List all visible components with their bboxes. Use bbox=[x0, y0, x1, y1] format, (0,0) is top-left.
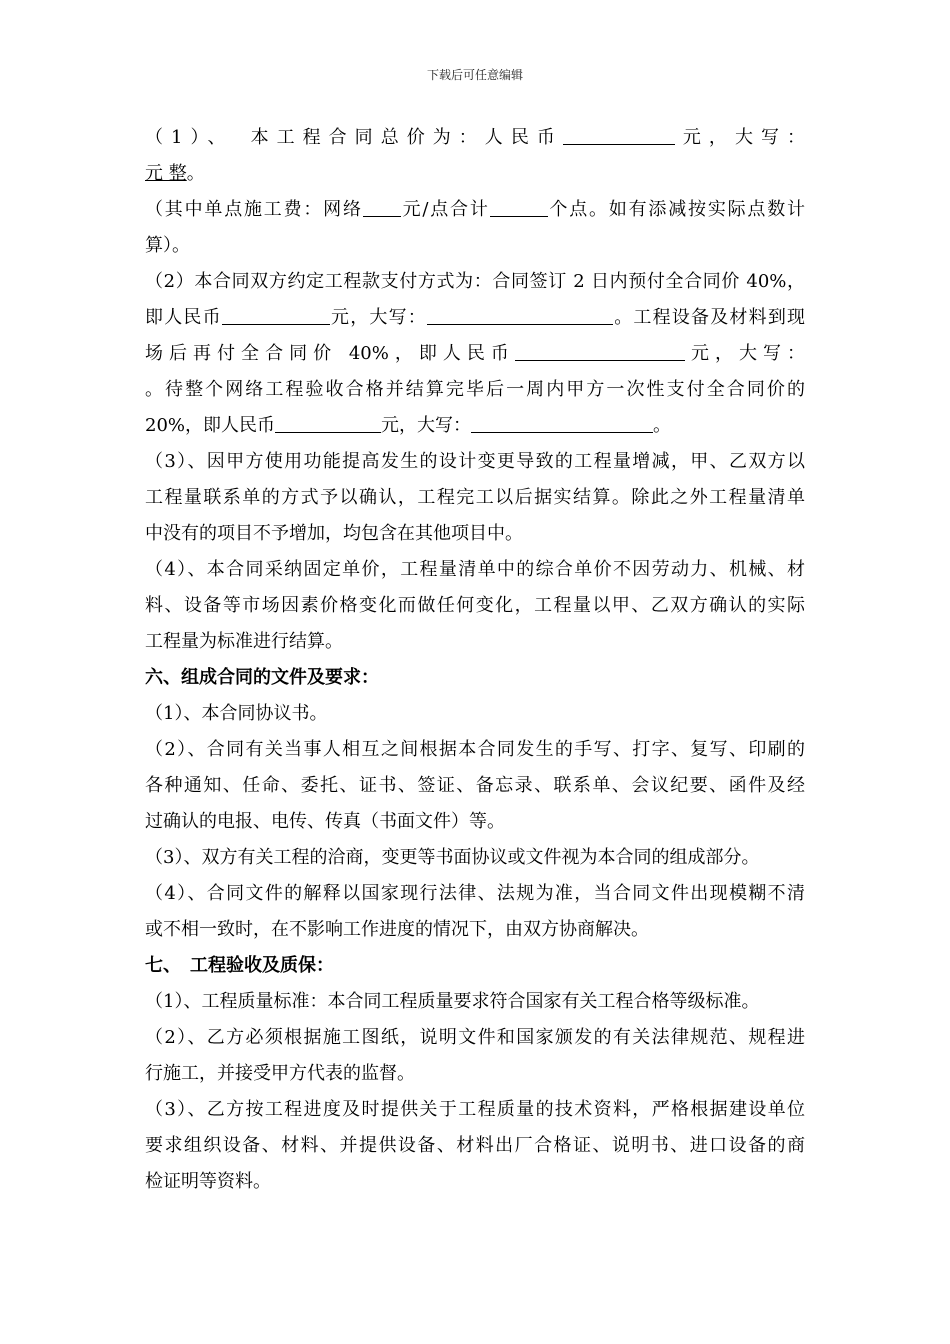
point-count-note: 个点。如有添减按实际点数计 bbox=[547, 199, 805, 220]
payment-line-5 bbox=[145, 408, 805, 444]
section-6-item-1: （1）、本合同协议书。 bbox=[145, 703, 328, 724]
section-6-item-3: （3）、双方有关工程的洽商，变更等书面协议或文件视为本合同的组成部分。 bbox=[145, 847, 760, 868]
clause-4-line-2: 料、设备等市场因素价格变化而做任何变化，工程量以甲、乙双方确认的实际 bbox=[145, 595, 805, 616]
unit-fee-line bbox=[145, 192, 805, 228]
total-price-label: （1）、 本工程合同总价为：人民币 bbox=[145, 127, 563, 148]
payment-line-2 bbox=[145, 300, 805, 336]
payment-line-4: 。待整个网络工程验收合格并结算完毕后一周内甲方一次性支付全合同价的 bbox=[145, 379, 805, 400]
total-price-line bbox=[145, 120, 805, 156]
final-payment-blank bbox=[275, 410, 381, 433]
unit-fee-per-point: 元/点合计 bbox=[400, 199, 490, 220]
total-price-blank bbox=[563, 122, 675, 145]
final-payment-daxie-blank bbox=[471, 410, 653, 433]
payment-line-1: （2）本合同双方约定工程款支付方式为：合同签订 2 日内预付全合同价 40%， bbox=[145, 271, 805, 292]
clause-4-line-1: （4）、本合同采纳固定单价，工程量清单中的综合单价不因劳动力、机械、材 bbox=[145, 559, 805, 580]
section-6-item-2-line-2: 各种通知、任命、委托、证书、签证、备忘录、联系单、会议纪要、函件及经 bbox=[145, 775, 805, 796]
payment-rmb-label: 即人民币 bbox=[145, 307, 222, 328]
total-price-daxie-value: 元 整 bbox=[145, 163, 187, 184]
section-7-item-2-line-1: （2）、乙方必须根据施工图纸，说明文件和国家颁发的有关法律规范、规程进 bbox=[145, 1027, 805, 1048]
payment-daxie-label: 元，大写： bbox=[329, 307, 428, 328]
section-7-heading: 七、 工程验收及质保： bbox=[145, 955, 334, 976]
contract-body bbox=[145, 120, 805, 1200]
period: 。 bbox=[653, 415, 672, 436]
section-6-item-4-line-1: （4）、合同文件的解释以国家现行法律、法规为准，当合同文件出现模糊不清 bbox=[145, 883, 805, 904]
payment-line-3 bbox=[145, 336, 805, 372]
clause-3-line-2: 工程量联系单的方式予以确认，工程完工以后据实结算。除此之外工程量清单 bbox=[145, 487, 805, 508]
clause-3-line-3: 中没有的项目不予增加，均包含在其他项目中。 bbox=[145, 523, 523, 544]
period: 。 bbox=[186, 163, 205, 184]
total-price-daxie-label: 元，大写： bbox=[674, 127, 805, 148]
section-6-heading: 六、组成合同的文件及要求： bbox=[145, 667, 379, 688]
clause-4-line-3: 工程量为标准进行结算。 bbox=[145, 631, 343, 652]
second-payment-daxie-label: 元，大写： bbox=[684, 343, 805, 364]
section-7-item-3-line-1: （3）、乙方按工程进度及时提供关于工程质量的技术资料，严格根据建设单位 bbox=[145, 1099, 805, 1120]
section-7-item-3-line-3: 检证明等资料。 bbox=[145, 1171, 271, 1192]
second-payment-label: 场后再付全合同价 40%，即人民币 bbox=[145, 343, 515, 364]
final-payment-label: 20%，即人民币 bbox=[145, 415, 276, 436]
point-count-blank bbox=[490, 194, 548, 217]
section-7-item-3-line-2: 要求组织设备、材料、并提供设备、材料出厂合格证、说明书、进口设备的商 bbox=[145, 1135, 805, 1156]
payment-daxie-blank bbox=[427, 302, 613, 325]
payment-equipment-text: 。工程设备及材料到现 bbox=[613, 307, 805, 328]
section-7-item-2-line-2: 行施工，并接受甲方代表的监督。 bbox=[145, 1063, 415, 1084]
total-price-daxie-line bbox=[145, 156, 805, 192]
unit-fee-blank bbox=[363, 194, 401, 217]
final-payment-daxie-label: 元，大写： bbox=[381, 415, 472, 436]
second-payment-blank bbox=[515, 338, 685, 361]
page-header-note: 下载后可任意编辑 bbox=[426, 68, 523, 82]
clause-3-line-1: （3）、因甲方使用功能提高发生的设计变更导致的工程量增减，甲、乙双方以 bbox=[145, 451, 805, 472]
section-6-item-2-line-3: 过确认的电报、电传、传真（书面文件）等。 bbox=[145, 811, 505, 832]
payment-amount-blank bbox=[222, 302, 330, 325]
section-6-item-2-line-1: （2）、合同有关当事人相互之间根据本合同发生的手写、打字、复写、印刷的 bbox=[145, 739, 805, 760]
unit-fee-line-end: 算）。 bbox=[145, 235, 190, 256]
section-7-item-1: （1）、工程质量标准：本合同工程质量要求符合国家有关工程合格等级标准。 bbox=[145, 991, 760, 1012]
unit-fee-label: （其中单点施工费：网络 bbox=[145, 199, 363, 220]
section-6-item-4-line-2: 或不相一致时，在不影响工作进度的情况下，由双方协商解决。 bbox=[145, 919, 649, 940]
